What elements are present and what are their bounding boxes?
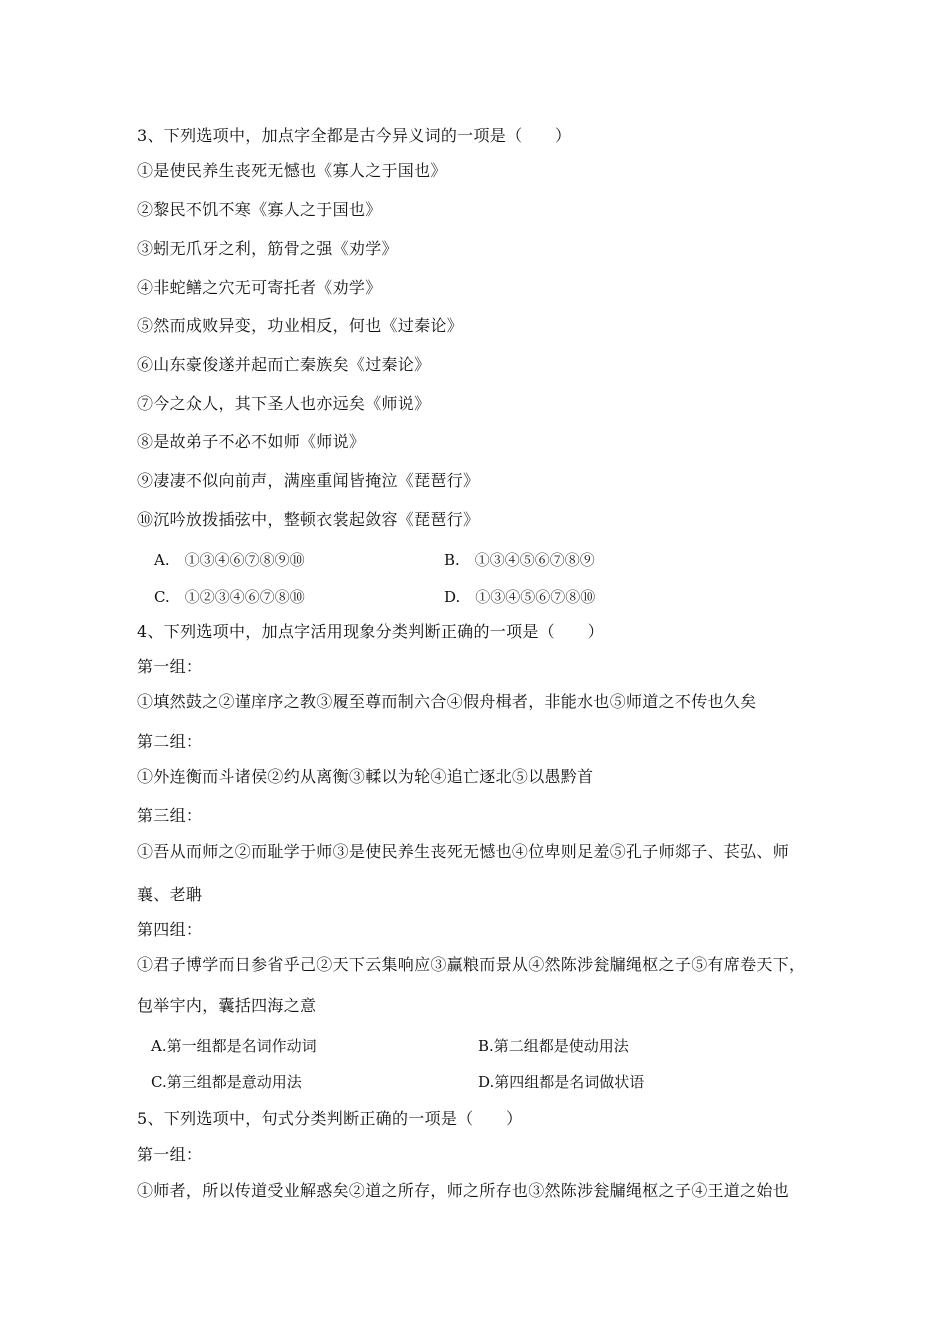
q4-group4-text-2: 包举宇内，囊括四海之意: [137, 996, 317, 1015]
q3-item-6: ⑥山东豪俊遂并起而亡秦族矣《过秦论》: [137, 355, 431, 374]
q3-item-10: ⑩沉吟放拨插弦中，整顿衣裳起敛容《琵琶行》: [137, 510, 480, 529]
q4-group3-text-1: ①吾从而师之②而耻学于师③是使民养生丧死无憾也④位卑则足羞⑤孔子师郯子、苌弘、师: [137, 842, 790, 861]
q4-option-c[interactable]: C.第三组都是意动用法: [151, 1073, 302, 1091]
q3-item-2: ②黎民不饥不寒《寡人之于国也》: [137, 200, 382, 219]
q3-option-b[interactable]: B. ①③④⑤⑥⑦⑧⑨: [444, 551, 595, 569]
q4-group3-text-2: 襄、老聃: [137, 885, 203, 904]
q4-option-b[interactable]: B.第二组都是使动用法: [478, 1037, 629, 1055]
q3-option-c[interactable]: C. ①②③④⑥⑦⑧⑩: [154, 588, 305, 606]
q5-group1-text: ①师者，所以传道受业解惑矣②道之所存，师之所存也③然陈涉瓮牖绳枢之子④王道之始也: [137, 1181, 790, 1200]
q3-item-8: ⑧是故弟子不必不如师《师说》: [137, 432, 366, 451]
q4-option-a[interactable]: A.第一组都是名词作动词: [151, 1037, 317, 1055]
q4-group1-text: ①填然鼓之②谨庠序之教③履至尊而制六合④假舟楫者，非能水也⑤师道之不传也久矣: [137, 692, 757, 711]
q3-item-7: ⑦今之众人，其下圣人也亦远矣《师说》: [137, 394, 431, 413]
q3-item-9: ⑨凄凄不似向前声，满座重闻皆掩泣《琵琶行》: [137, 471, 480, 490]
q5-stem: 5、下列选项中，句式分类判断正确的一项是（ ）: [137, 1109, 523, 1128]
q3-item-5: ⑤然而成败异变，功业相反，何也《过秦论》: [137, 316, 464, 335]
q4-group2-label: 第二组：: [137, 732, 203, 751]
q4-group1-label: 第一组：: [137, 657, 203, 676]
q4-option-d[interactable]: D.第四组都是名词做状语: [478, 1073, 645, 1091]
q3-item-4: ④非蛇鳝之穴无可寄托者《劝学》: [137, 278, 382, 297]
q3-item-1: ①是使民养生丧死无憾也《寡人之于国也》: [137, 161, 447, 180]
q3-option-d[interactable]: D. ①③④⑤⑥⑦⑧⑩: [444, 588, 596, 606]
q3-option-a[interactable]: A. ①③④⑥⑦⑧⑨⑩: [154, 551, 305, 569]
q4-group4-label: 第四组：: [137, 920, 203, 939]
q4-group2-text: ①外连衡而斗诸侯②约从离衡③輮以为轮④追亡逐北⑤以愚黔首: [137, 767, 594, 786]
q3-item-3: ③蚓无爪牙之利，筋骨之强《劝学》: [137, 239, 398, 258]
q3-stem: 3、下列选项中，加点字全都是古今异义词的一项是（ ）: [137, 126, 572, 145]
q4-stem: 4、下列选项中，加点字活用现象分类判断正确的一项是（ ）: [137, 622, 604, 641]
q4-group4-text-1: ①君子博学而日参省乎己②天下云集响应③赢粮而景从④然陈涉瓮牖绳枢之子⑤有席卷天下，: [137, 955, 806, 974]
q4-group3-label: 第三组：: [137, 806, 203, 825]
q5-group1-label: 第一组：: [137, 1145, 203, 1164]
